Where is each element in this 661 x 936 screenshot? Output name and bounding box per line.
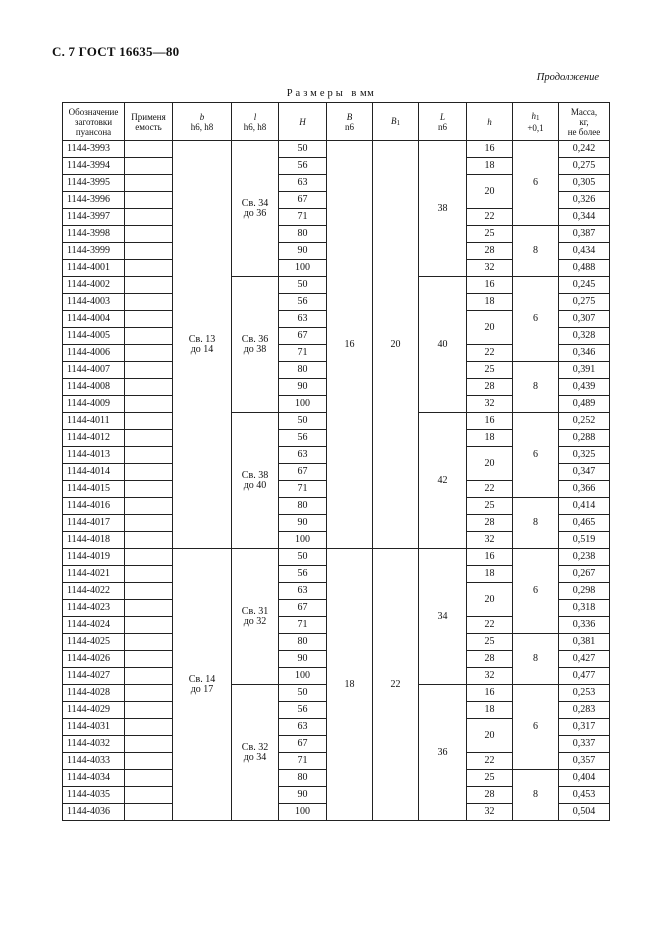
h-cell: 20 — [467, 719, 513, 753]
col-header-application — [125, 103, 173, 141]
application-cell — [125, 141, 173, 158]
mass-cell: 0,453 — [559, 787, 610, 804]
H-cell: 63 — [279, 447, 327, 464]
H-cell: 100 — [279, 804, 327, 821]
H-cell: 90 — [279, 787, 327, 804]
col-header-mass-line: Масса, — [570, 106, 598, 117]
application-cell — [125, 464, 173, 481]
mass-cell: 0,465 — [559, 515, 610, 532]
page-header: С. 7 ГОСТ 16635—80 — [52, 44, 180, 59]
h-cell: 25 — [467, 226, 513, 243]
h-cell: 25 — [467, 770, 513, 787]
application-cell — [125, 583, 173, 600]
h1-cell: 6 — [513, 413, 559, 498]
table-row — [63, 141, 610, 158]
col-header-B1 — [373, 103, 419, 141]
designation-cell: 1144-4027 — [63, 668, 125, 685]
application-cell — [125, 753, 173, 770]
H-cell: 63 — [279, 583, 327, 600]
mass-cell: 0,307 — [559, 311, 610, 328]
designation-cell: 1144-4016 — [63, 498, 125, 515]
B1-cell: 22 — [373, 549, 419, 821]
h-cell: 25 — [467, 498, 513, 515]
col-header-B1-subscript: 1 — [396, 118, 400, 127]
mass-cell: 0,347 — [559, 464, 610, 481]
H-cell: 71 — [279, 345, 327, 362]
h-cell: 28 — [467, 243, 513, 260]
application-cell — [125, 294, 173, 311]
h-cell: 18 — [467, 430, 513, 447]
h1-cell: 6 — [513, 549, 559, 634]
designation-cell: 1144-4025 — [63, 634, 125, 651]
H-cell: 80 — [279, 362, 327, 379]
H-cell: 67 — [279, 328, 327, 345]
col-header-h1-symbol: h — [531, 110, 536, 121]
H-cell: 80 — [279, 226, 327, 243]
designation-cell: 1144-4029 — [63, 702, 125, 719]
h-cell: 16 — [467, 413, 513, 430]
designation-cell: 1144-3995 — [63, 175, 125, 192]
mass-cell: 0,288 — [559, 430, 610, 447]
designation-cell: 1144-4015 — [63, 481, 125, 498]
designation-cell: 1144-4017 — [63, 515, 125, 532]
H-cell: 71 — [279, 209, 327, 226]
H-cell: 100 — [279, 668, 327, 685]
designation-cell: 1144-3998 — [63, 226, 125, 243]
mass-cell: 0,414 — [559, 498, 610, 515]
designation-cell: 1144-4021 — [63, 566, 125, 583]
l-range-cell — [232, 549, 279, 685]
application-cell — [125, 311, 173, 328]
col-header-mass — [559, 103, 610, 141]
designation-cell: 1144-4011 — [63, 413, 125, 430]
designation-cell: 1144-4001 — [63, 260, 125, 277]
col-header-designation-line: Обозначение — [68, 106, 119, 117]
mass-cell: 0,519 — [559, 532, 610, 549]
H-cell: 56 — [279, 294, 327, 311]
designation-cell: 1144-4014 — [63, 464, 125, 481]
l-range-cell-line: Св. 31 — [241, 605, 269, 617]
application-cell — [125, 498, 173, 515]
l-range-cell-line: Св. 34 — [241, 197, 269, 209]
application-cell — [125, 413, 173, 430]
mass-cell: 0,344 — [559, 209, 610, 226]
mass-cell: 0,477 — [559, 668, 610, 685]
application-cell — [125, 481, 173, 498]
h-cell: 32 — [467, 396, 513, 413]
h1-cell: 6 — [513, 277, 559, 362]
col-header-h1-subscript: 1 — [536, 113, 540, 122]
application-cell — [125, 549, 173, 566]
application-cell — [125, 209, 173, 226]
l-range-cell — [232, 413, 279, 549]
application-cell — [125, 260, 173, 277]
application-cell — [125, 226, 173, 243]
h-cell: 25 — [467, 362, 513, 379]
application-cell — [125, 396, 173, 413]
designation-cell: 1144-4033 — [63, 753, 125, 770]
mass-cell: 0,381 — [559, 634, 610, 651]
col-header-mass-line: кг, — [579, 116, 589, 127]
application-cell — [125, 600, 173, 617]
col-header-h1-tolerance: +0,1 — [527, 122, 544, 133]
L-cell: 36 — [419, 685, 467, 821]
H-cell: 50 — [279, 141, 327, 158]
H-cell: 90 — [279, 515, 327, 532]
col-header-application-line: емость — [135, 121, 162, 132]
H-cell: 67 — [279, 192, 327, 209]
col-header-B-tolerance: n6 — [345, 121, 354, 132]
h-cell: 22 — [467, 209, 513, 226]
designation-cell: 1144-4026 — [63, 651, 125, 668]
application-cell — [125, 192, 173, 209]
h-cell: 18 — [467, 566, 513, 583]
mass-cell: 0,326 — [559, 192, 610, 209]
H-cell: 80 — [279, 634, 327, 651]
h1-cell: 8 — [513, 498, 559, 549]
H-cell: 80 — [279, 498, 327, 515]
application-cell — [125, 736, 173, 753]
l-range-cell-line: Св. 32 — [241, 741, 269, 753]
l-range-cell-line: до 34 — [243, 751, 267, 763]
col-header-L — [419, 103, 467, 141]
B-cell: 16 — [327, 141, 373, 549]
H-cell: 71 — [279, 617, 327, 634]
b-range-cell-line: Св. 14 — [188, 673, 216, 685]
L-cell: 40 — [419, 277, 467, 413]
dimensions-table — [62, 102, 610, 821]
designation-cell: 1144-3997 — [63, 209, 125, 226]
designation-cell: 1144-3996 — [63, 192, 125, 209]
h-cell: 32 — [467, 668, 513, 685]
mass-cell: 0,439 — [559, 379, 610, 396]
mass-cell: 0,391 — [559, 362, 610, 379]
col-header-h1 — [513, 103, 559, 141]
h-cell: 22 — [467, 753, 513, 770]
H-cell: 50 — [279, 685, 327, 702]
mass-cell: 0,325 — [559, 447, 610, 464]
col-header-h-symbol: h — [487, 116, 492, 127]
h1-cell: 6 — [513, 141, 559, 226]
b-range-cell-line: до 14 — [190, 343, 214, 355]
designation-cell: 1144-4013 — [63, 447, 125, 464]
H-cell: 100 — [279, 396, 327, 413]
h1-cell: 8 — [513, 362, 559, 413]
col-header-h — [467, 103, 513, 141]
designation-cell: 1144-4028 — [63, 685, 125, 702]
designation-cell: 1144-4019 — [63, 549, 125, 566]
designation-cell: 1144-4036 — [63, 804, 125, 821]
application-cell — [125, 702, 173, 719]
application-cell — [125, 651, 173, 668]
H-cell: 50 — [279, 277, 327, 294]
l-range-cell — [232, 685, 279, 821]
designation-cell: 1144-3993 — [63, 141, 125, 158]
mass-cell: 0,253 — [559, 685, 610, 702]
col-header-l-symbol: l — [253, 111, 257, 122]
H-cell: 71 — [279, 481, 327, 498]
b-range-cell — [173, 141, 232, 549]
application-cell — [125, 719, 173, 736]
designation-cell: 1144-4005 — [63, 328, 125, 345]
table-body — [63, 141, 610, 821]
application-cell — [125, 515, 173, 532]
H-cell: 100 — [279, 532, 327, 549]
col-header-H — [279, 103, 327, 141]
col-header-mass-line: не более — [567, 126, 601, 137]
H-cell: 71 — [279, 753, 327, 770]
h-cell: 28 — [467, 379, 513, 396]
col-header-b-tolerance: h6, h8 — [190, 121, 214, 132]
application-cell — [125, 243, 173, 260]
mass-cell: 0,337 — [559, 736, 610, 753]
l-range-cell-line: до 36 — [243, 207, 267, 219]
h-cell: 28 — [467, 515, 513, 532]
mass-cell: 0,346 — [559, 345, 610, 362]
col-header-designation — [63, 103, 125, 141]
designation-cell: 1144-4009 — [63, 396, 125, 413]
designation-cell: 1144-4034 — [63, 770, 125, 787]
mass-cell: 0,427 — [559, 651, 610, 668]
dimensions-unit: в мм — [351, 88, 375, 99]
h-cell: 20 — [467, 447, 513, 481]
H-cell: 90 — [279, 379, 327, 396]
mass-cell: 0,245 — [559, 277, 610, 294]
H-cell: 56 — [279, 158, 327, 175]
l-range-cell-line: Св. 36 — [241, 333, 269, 345]
col-header-H-symbol: H — [299, 116, 306, 127]
H-cell: 56 — [279, 566, 327, 583]
h-cell: 25 — [467, 634, 513, 651]
table-header-row — [63, 103, 610, 141]
mass-cell: 0,387 — [559, 226, 610, 243]
mass-cell: 0,366 — [559, 481, 610, 498]
designation-cell: 1144-4002 — [63, 277, 125, 294]
mass-cell: 0,504 — [559, 804, 610, 821]
col-header-l — [232, 103, 279, 141]
mass-cell: 0,283 — [559, 702, 610, 719]
h-cell: 32 — [467, 260, 513, 277]
h-cell: 16 — [467, 141, 513, 158]
designation-cell: 1144-4022 — [63, 583, 125, 600]
mass-cell: 0,238 — [559, 549, 610, 566]
col-header-L-tolerance: n6 — [438, 121, 447, 132]
L-cell: 42 — [419, 413, 467, 549]
application-cell — [125, 430, 173, 447]
application-cell — [125, 447, 173, 464]
application-cell — [125, 175, 173, 192]
designation-cell: 1144-4024 — [63, 617, 125, 634]
mass-cell: 0,267 — [559, 566, 610, 583]
col-header-l-tolerance: h6, h8 — [243, 121, 267, 132]
application-cell — [125, 668, 173, 685]
mass-cell: 0,489 — [559, 396, 610, 413]
col-header-b-symbol: b — [199, 111, 205, 122]
mass-cell: 0,328 — [559, 328, 610, 345]
designation-cell: 1144-4035 — [63, 787, 125, 804]
designation-cell: 1144-4006 — [63, 345, 125, 362]
h-cell: 18 — [467, 702, 513, 719]
H-cell: 90 — [279, 243, 327, 260]
col-header-b — [173, 103, 232, 141]
mass-cell: 0,336 — [559, 617, 610, 634]
h-cell: 20 — [467, 175, 513, 209]
col-header-designation-line: заготовки — [74, 116, 113, 127]
H-cell: 50 — [279, 413, 327, 430]
h-cell: 20 — [467, 583, 513, 617]
col-header-B — [327, 103, 373, 141]
h-cell: 32 — [467, 532, 513, 549]
designation-cell: 1144-4018 — [63, 532, 125, 549]
h1-cell: 8 — [513, 770, 559, 821]
mass-cell: 0,357 — [559, 753, 610, 770]
H-cell: 63 — [279, 311, 327, 328]
dimensions-label: Размеры — [286, 88, 346, 99]
designation-cell: 1144-4004 — [63, 311, 125, 328]
H-cell: 80 — [279, 770, 327, 787]
h-cell: 32 — [467, 804, 513, 821]
application-cell — [125, 362, 173, 379]
h1-cell: 6 — [513, 685, 559, 770]
application-cell — [125, 328, 173, 345]
l-range-cell — [232, 141, 279, 277]
application-cell — [125, 277, 173, 294]
mass-cell: 0,242 — [559, 141, 610, 158]
mass-cell: 0,298 — [559, 583, 610, 600]
l-range-cell-line: до 38 — [243, 343, 267, 355]
designation-cell: 1144-4008 — [63, 379, 125, 396]
b-range-cell-line: до 17 — [190, 683, 214, 695]
application-cell — [125, 787, 173, 804]
l-range-cell-line: до 40 — [243, 479, 267, 491]
H-cell: 56 — [279, 430, 327, 447]
application-cell — [125, 532, 173, 549]
application-cell — [125, 566, 173, 583]
L-cell: 34 — [419, 549, 467, 685]
mass-cell: 0,275 — [559, 158, 610, 175]
l-range-cell-line: до 32 — [243, 615, 267, 627]
h1-cell: 8 — [513, 634, 559, 685]
mass-cell: 0,318 — [559, 600, 610, 617]
h-cell: 16 — [467, 549, 513, 566]
B-cell: 18 — [327, 549, 373, 821]
h-cell: 28 — [467, 787, 513, 804]
mass-cell: 0,404 — [559, 770, 610, 787]
B1-cell: 20 — [373, 141, 419, 549]
table-row — [63, 549, 610, 566]
designation-cell: 1144-4003 — [63, 294, 125, 311]
mass-cell: 0,275 — [559, 294, 610, 311]
mass-cell: 0,488 — [559, 260, 610, 277]
l-range-cell — [232, 277, 279, 413]
h-cell: 18 — [467, 294, 513, 311]
col-header-L-symbol: L — [439, 111, 445, 122]
H-cell: 100 — [279, 260, 327, 277]
l-range-cell-line: Св. 38 — [241, 469, 269, 481]
H-cell: 67 — [279, 464, 327, 481]
H-cell: 63 — [279, 719, 327, 736]
h1-cell: 8 — [513, 226, 559, 277]
col-header-B-symbol: B — [346, 111, 353, 122]
h-cell: 22 — [467, 345, 513, 362]
application-cell — [125, 617, 173, 634]
application-cell — [125, 345, 173, 362]
col-header-B1-symbol: B — [391, 115, 397, 126]
H-cell: 56 — [279, 702, 327, 719]
dimensions-caption — [0, 88, 661, 99]
mass-cell: 0,434 — [559, 243, 610, 260]
application-cell — [125, 770, 173, 787]
H-cell: 63 — [279, 175, 327, 192]
h-cell: 16 — [467, 277, 513, 294]
application-cell — [125, 685, 173, 702]
designation-cell: 1144-4032 — [63, 736, 125, 753]
h-cell: 18 — [467, 158, 513, 175]
L-cell: 38 — [419, 141, 467, 277]
application-cell — [125, 634, 173, 651]
application-cell — [125, 379, 173, 396]
H-cell: 67 — [279, 600, 327, 617]
designation-cell: 1144-4023 — [63, 600, 125, 617]
mass-cell: 0,317 — [559, 719, 610, 736]
designation-cell: 1144-3999 — [63, 243, 125, 260]
continuation-note: Продолжение — [536, 72, 599, 83]
col-header-designation-line: пуансона — [75, 126, 112, 137]
designation-cell: 1144-3994 — [63, 158, 125, 175]
H-cell: 67 — [279, 736, 327, 753]
h-cell: 28 — [467, 651, 513, 668]
designation-cell: 1144-4031 — [63, 719, 125, 736]
mass-cell: 0,305 — [559, 175, 610, 192]
h-cell: 16 — [467, 685, 513, 702]
application-cell — [125, 804, 173, 821]
b-range-cell-line: Св. 13 — [188, 333, 216, 345]
mass-cell: 0,252 — [559, 413, 610, 430]
h-cell: 22 — [467, 617, 513, 634]
designation-cell: 1144-4007 — [63, 362, 125, 379]
H-cell: 50 — [279, 549, 327, 566]
application-cell — [125, 158, 173, 175]
h-cell: 22 — [467, 481, 513, 498]
col-header-application-line: Применя — [131, 111, 166, 122]
H-cell: 90 — [279, 651, 327, 668]
designation-cell: 1144-4012 — [63, 430, 125, 447]
h-cell: 20 — [467, 311, 513, 345]
b-range-cell — [173, 549, 232, 821]
